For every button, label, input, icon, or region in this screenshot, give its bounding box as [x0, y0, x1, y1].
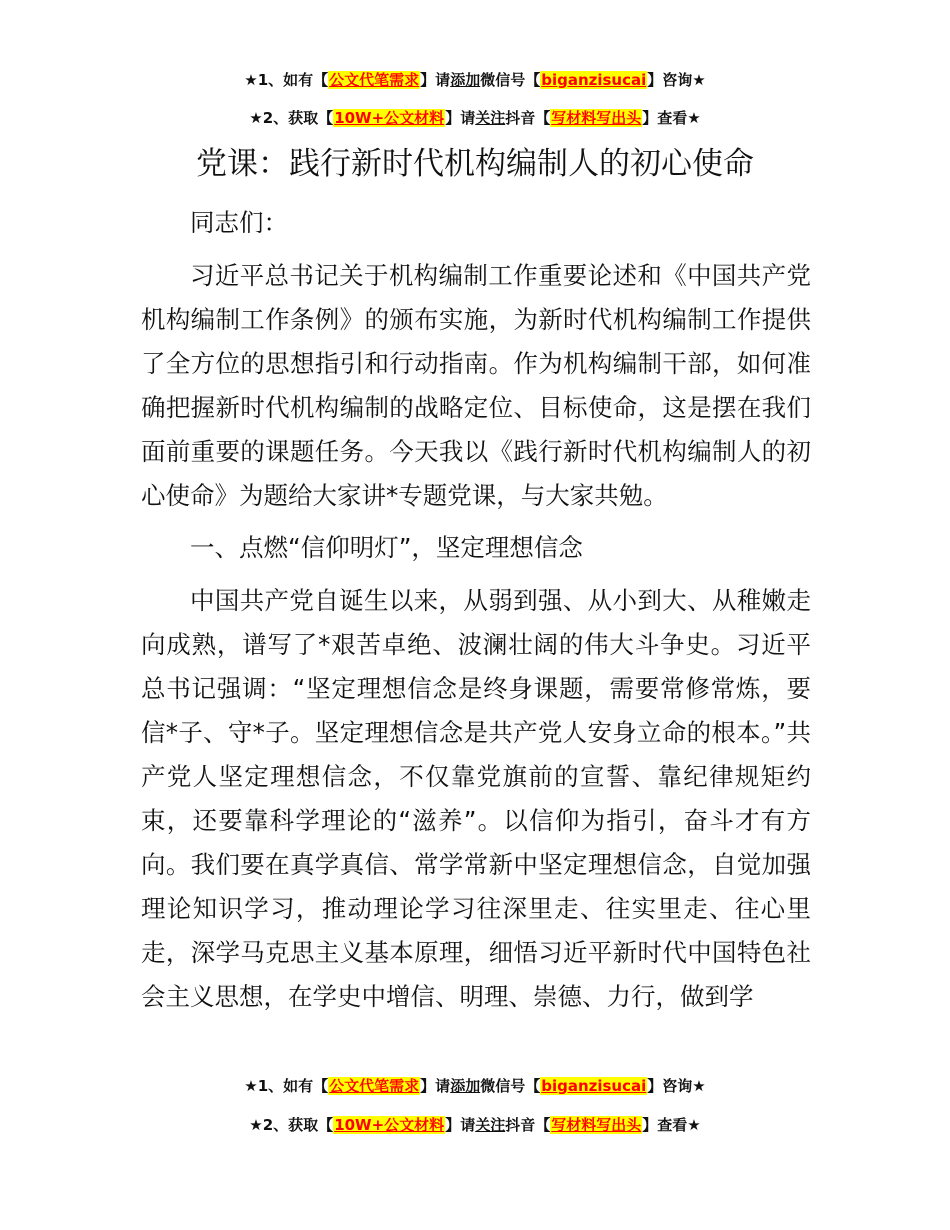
banner-highlight: biganzisucai	[541, 71, 647, 89]
banner-text: 】请	[420, 1077, 451, 1095]
banner-underline: 关注	[475, 109, 506, 127]
banner-highlight: 公文代笔需求	[329, 71, 420, 89]
banner-text: ★2、获取【	[249, 109, 334, 127]
banner-highlight: biganzisucai	[541, 1077, 647, 1095]
banner-text: ★1、如有【	[244, 1077, 329, 1095]
paragraph: 习近平总书记关于机构编制工作重要论述和《中国共产党机构编制工作条例》的颁布实施，为新时代机构编制工作提供了全方位的思想指引和行动指南。作为机构编制干部，如何准确把握新时代机构编制的战略定位、目标使命，这是摆在我们面前重要的课题任务。今天我以《践行新时代机构编制人的初心使命》为题给大家讲*专题党课，与大家共勉。	[141, 260, 811, 510]
banner-text: 微信号【	[480, 1077, 541, 1095]
banner-highlight: 写材料写出头	[551, 109, 642, 127]
banner-underline: 添加	[450, 71, 481, 89]
banner-line-2	[0, 107, 950, 129]
paragraph: 中国共产党自诞生以来，从弱到强、从小到大、从稚嫩走向成熟，谱写了*艰苦卓绝、波澜壮阔的伟大斗争史。习近平总书记强调：“坚定理想信念是终身课题，需要常修常炼，要信*子、守*子。坚定理想信念是共产党人安身立命的根本。”共产党人坚定理想信念，不仅靠党旗前的宣誓、靠纪律规矩约束，还要靠科学理论的“滋养”。以信仰为指引，奋斗才有方向。我们要在真学真信、常学常新中坚定理想信念，自觉加强理论知识学习，推动理论学习往深里走、往实里走、往心里走，深学马克思主义基本原理，细悟习近平新时代中国特色社会主义思想，在学史中增信、明理、崇德、力行，做到学	[141, 585, 811, 1011]
banner-text: ★1、如有【	[244, 71, 329, 89]
banner-highlight: 写材料写出头	[551, 1116, 642, 1134]
banner-text: 】请	[445, 109, 476, 127]
banner-underline: 添加	[450, 1077, 481, 1095]
banner-highlight: 公文代笔需求	[329, 1077, 420, 1095]
banner-text: 】咨询★	[647, 1077, 706, 1095]
banner-text: 】查看★	[642, 1116, 701, 1134]
banner-text: 】请	[420, 71, 451, 89]
banner-text: 】请	[445, 1116, 476, 1134]
banner-text: 抖音【	[505, 1116, 551, 1134]
banner-text: ★2、获取【	[249, 1116, 334, 1134]
banner-text: 】咨询★	[647, 71, 706, 89]
banner-text: 抖音【	[505, 109, 551, 127]
document-title: 党课：践行新时代机构编制人的初心使命	[196, 146, 754, 182]
banner-underline: 关注	[475, 1116, 506, 1134]
banner-text: 微信号【	[480, 71, 541, 89]
document-body	[141, 201, 811, 1027]
footer-banner-line-2	[0, 1114, 950, 1136]
banner-line-1	[0, 69, 950, 91]
banner-highlight: 10W+公文材料	[334, 1116, 445, 1134]
footer-banner-line-1	[0, 1075, 950, 1097]
banner-highlight: 10W+公文材料	[334, 109, 445, 127]
salutation: 同志们：	[190, 208, 288, 237]
section-heading: 一、点燃“信仰明灯”，坚定理想信念	[190, 533, 583, 562]
banner-text: 】查看★	[642, 109, 701, 127]
